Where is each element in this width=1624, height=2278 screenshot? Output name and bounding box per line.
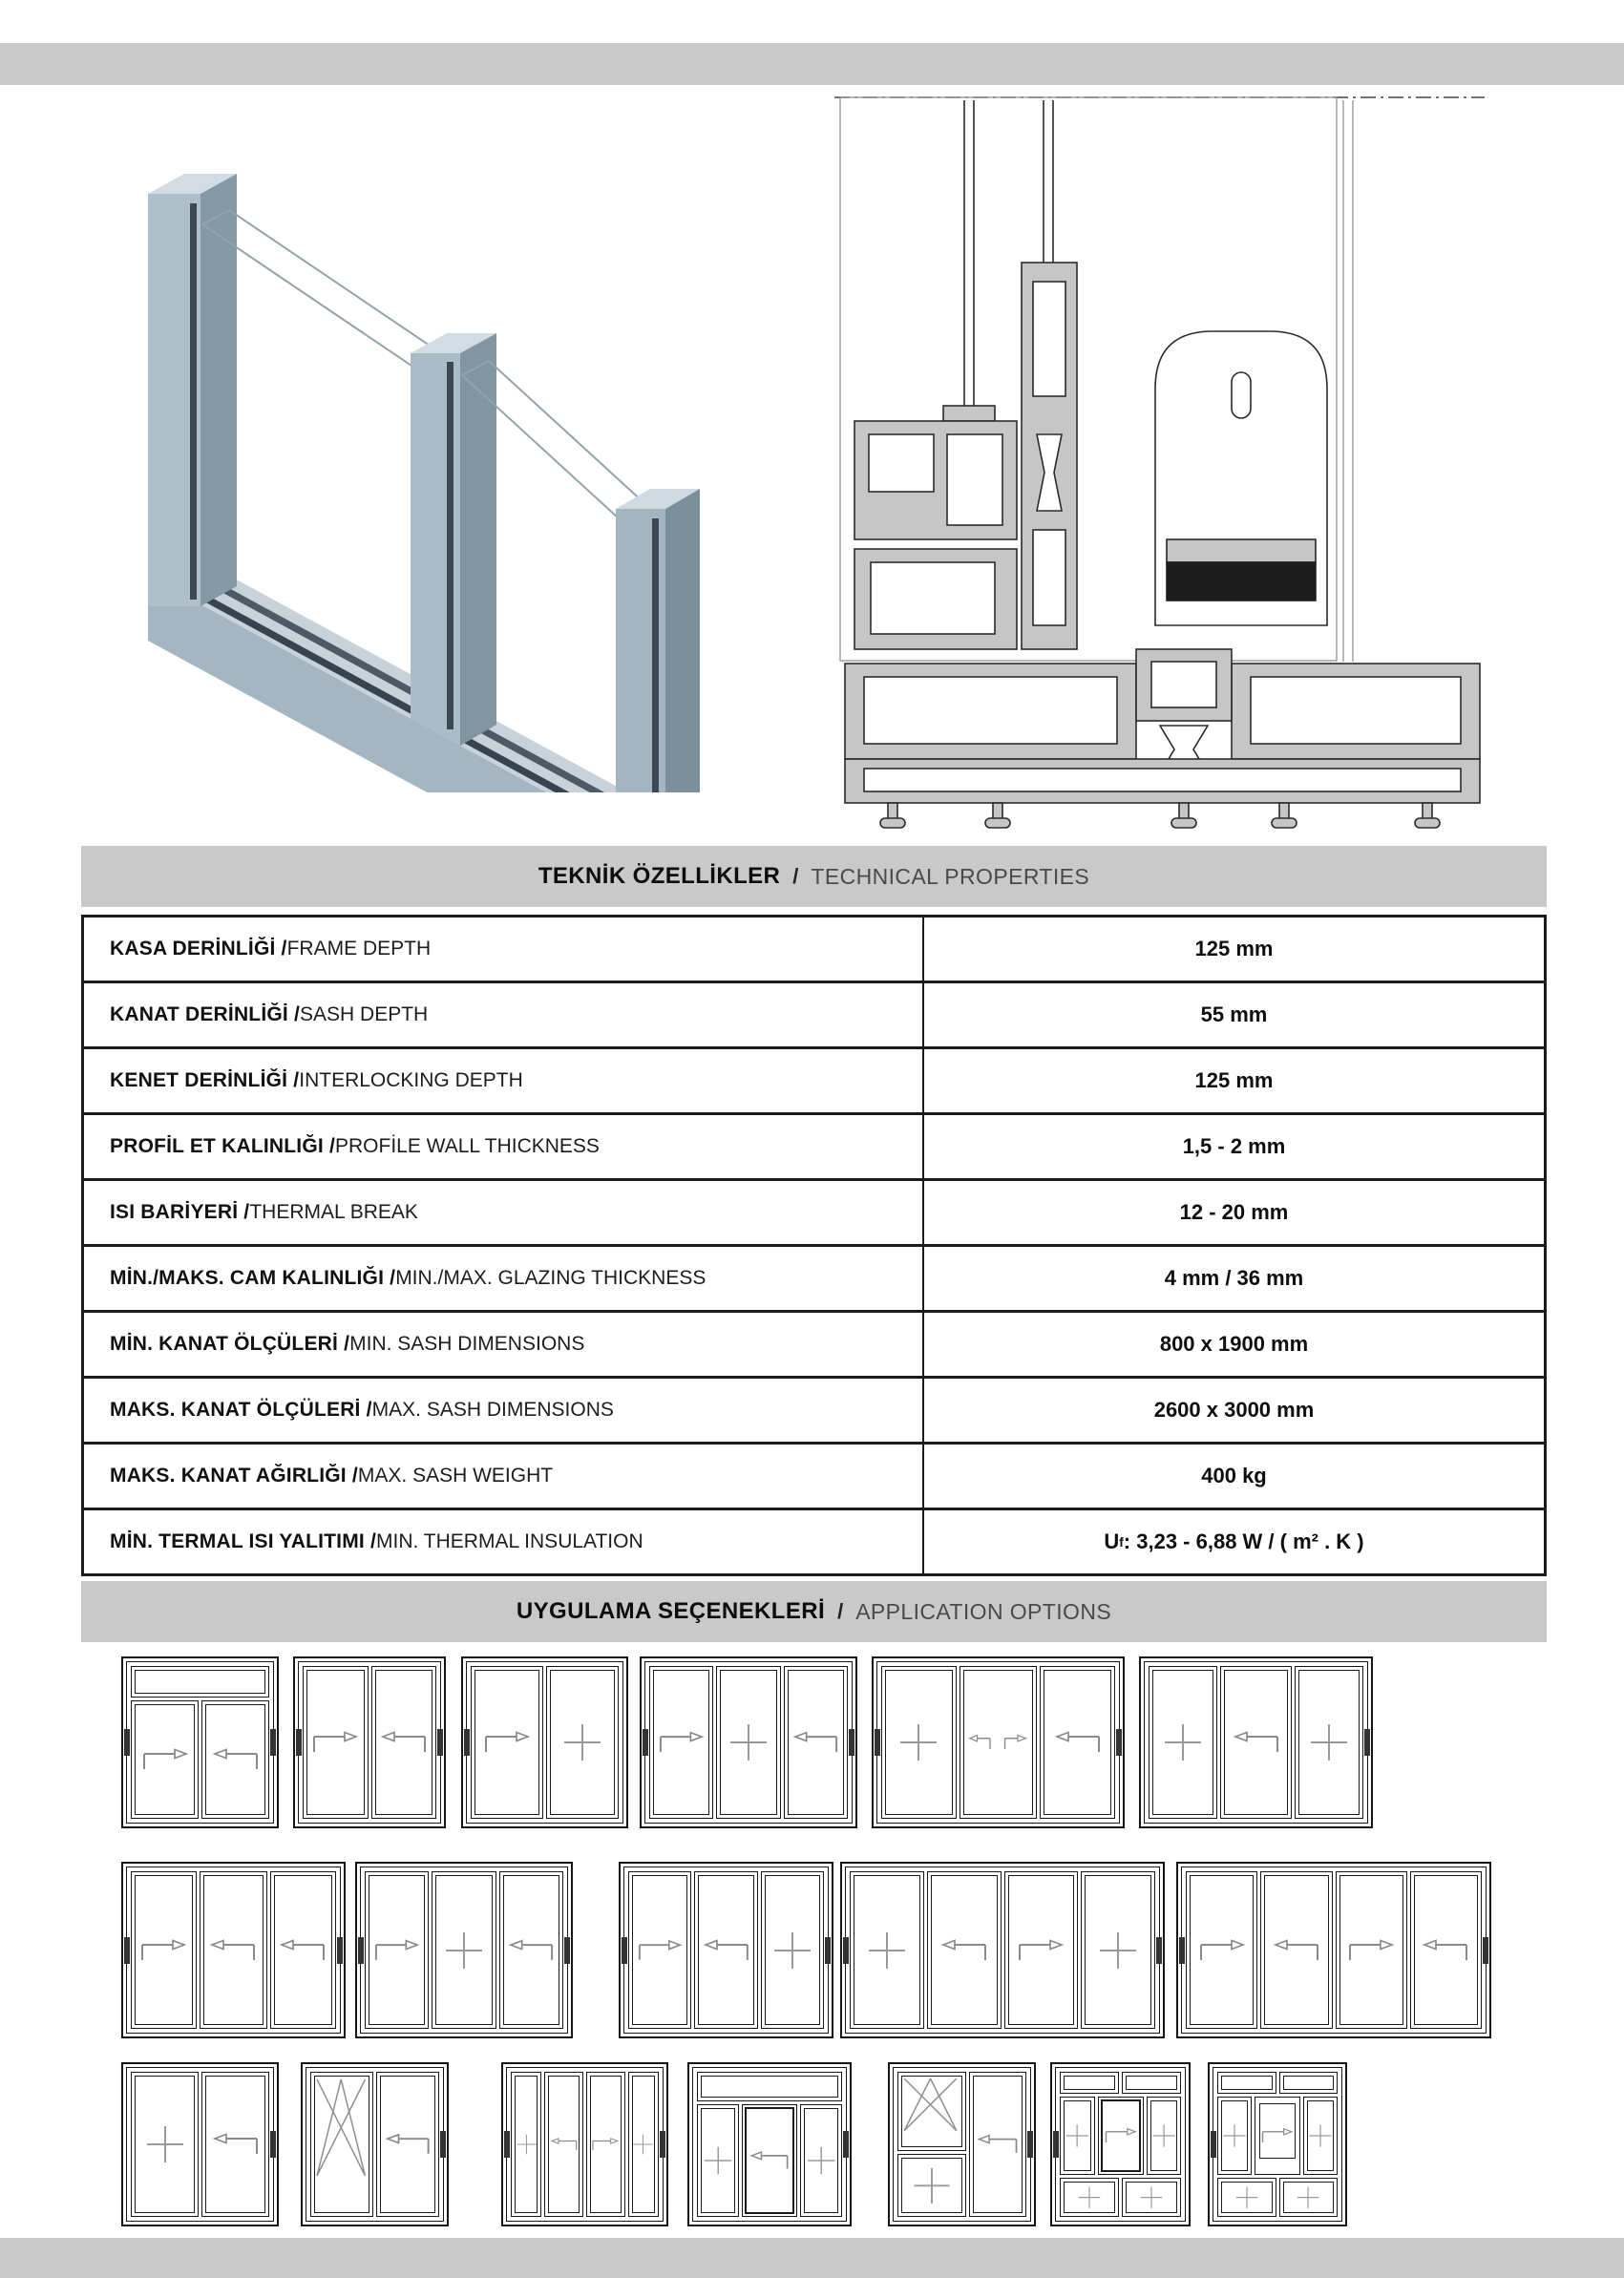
slide-left-arrow-icon	[210, 2131, 262, 2158]
handle-icon	[1156, 1937, 1162, 1964]
slide-left-arrow-icon	[506, 1937, 557, 1964]
window-panel-blank	[697, 2072, 842, 2101]
property-label: PROFİL ET KALINLIĞI / PROFİLE WALL THICKNESS	[84, 1115, 924, 1178]
fixed-panel-icon	[702, 2139, 734, 2183]
window-diagram	[121, 2062, 279, 2226]
window-diagram	[121, 1656, 279, 1828]
window-row	[1060, 2097, 1181, 2175]
handle-icon	[849, 1729, 854, 1756]
fixed-panel-icon	[1286, 2184, 1330, 2210]
window-row	[897, 2072, 1026, 2217]
property-value: 800 x 1900 mm	[1159, 1332, 1309, 1356]
diagram-row	[0, 1656, 1624, 1828]
slide-left-arrow-icon	[378, 1729, 430, 1756]
spec-table-row	[84, 1046, 1544, 1112]
property-value: 2600 x 3000 mm	[1153, 1398, 1315, 1422]
handle-icon	[440, 2131, 446, 2158]
handle-icon	[1179, 1937, 1185, 1964]
fixed-panel-icon	[1307, 1720, 1351, 1764]
diagram-row	[0, 2062, 1624, 2226]
window-diagram	[461, 1656, 628, 1828]
slide-left-arrow-icon	[791, 1729, 841, 1756]
window-row	[649, 1666, 848, 1819]
handle-icon	[825, 1937, 831, 1964]
fixed-panel-icon	[1161, 1720, 1205, 1764]
window-panel-door-left	[742, 2104, 797, 2217]
handle-icon	[564, 1937, 570, 1964]
window-panel-fixed	[897, 2154, 966, 2217]
window-frame	[623, 1867, 829, 2034]
fixed-panel-icon	[1067, 2184, 1111, 2210]
window-row	[1186, 1871, 1482, 2029]
handle-icon	[843, 1937, 849, 1964]
handle-icon	[1211, 2131, 1216, 2158]
spec-table-row	[84, 1112, 1544, 1178]
window-diagram	[840, 1862, 1165, 2038]
window-diagram	[501, 2062, 668, 2226]
property-label: KANAT DERİNLİĞİ / SASH DEPTH	[84, 983, 924, 1046]
handle-icon	[875, 1729, 880, 1756]
window-row	[131, 1700, 269, 1819]
window-panel-slide-right	[1186, 1871, 1257, 2029]
window-frame	[506, 2067, 664, 2222]
slide-right-arrow-icon	[1015, 1937, 1066, 1964]
window-panel-slide-left	[270, 1871, 336, 2029]
fixed-panel-icon	[1064, 2114, 1090, 2158]
window-frame	[126, 2067, 274, 2222]
window-panel-slide-right	[131, 1700, 199, 1819]
property-value: 4 mm / 36 mm	[1164, 1266, 1304, 1290]
profile-3d-render-image	[95, 129, 773, 792]
slide-right-arrow-icon	[1345, 1937, 1397, 1964]
window-panel-slide-right	[649, 1666, 713, 1819]
spec-table-row	[84, 918, 1544, 981]
window-row	[628, 1871, 824, 2029]
spec-table-row	[84, 1178, 1544, 1244]
handle-icon	[1483, 1937, 1488, 1964]
fixed-panel-icon	[805, 2139, 837, 2183]
window-panel-fixed	[1279, 2178, 1339, 2217]
tilt-turn-icon	[316, 2078, 366, 2178]
fixed-panel-icon	[770, 1929, 814, 1972]
window-panel-slide-left	[201, 2072, 269, 2217]
window-panel-fixed	[800, 2104, 842, 2217]
window-frame	[876, 1661, 1120, 1824]
window-row	[1217, 2072, 1338, 2094]
header-title-english: TECHNICAL PROPERTIES	[811, 863, 1090, 889]
window-diagram	[301, 2062, 449, 2226]
window-row	[1217, 2097, 1338, 2175]
window-row	[1217, 2178, 1338, 2217]
window-row	[131, 1871, 336, 2029]
handle-icon	[643, 1729, 648, 1756]
fixed-panel-icon	[910, 2164, 954, 2207]
fixed-panel-icon	[1096, 1929, 1140, 1972]
slide-right-arrow-icon	[1196, 1937, 1248, 1964]
slide-left-arrow-icon	[1052, 1729, 1104, 1756]
window-frame	[1055, 2067, 1186, 2222]
header-separator: /	[792, 864, 799, 888]
diagram-row	[0, 1862, 1624, 2038]
slide-left-arrow-icon	[1231, 1729, 1282, 1756]
handle-icon	[296, 1729, 302, 1756]
window-panel-slide-left	[1260, 1871, 1332, 2029]
window-col	[131, 1666, 269, 1819]
window-row	[365, 1871, 563, 2029]
handle-icon	[337, 1937, 343, 1964]
spec-table-row	[84, 981, 1544, 1046]
window-panel-slide-right	[131, 1871, 197, 2029]
window-panel-tilt-turn	[897, 2072, 966, 2151]
handle-icon	[464, 1729, 470, 1756]
header-title-turkish: UYGULAMA SEÇENEKLERİ	[516, 1598, 826, 1624]
window-panel-blank	[1279, 2072, 1339, 2094]
window-frame	[893, 2067, 1031, 2222]
handle-icon	[1116, 1729, 1122, 1756]
window-row	[471, 1666, 619, 1819]
fixed-panel-icon	[865, 1929, 909, 1972]
window-panel-fixed	[1217, 2178, 1276, 2217]
window-panel-slide-right	[365, 1871, 429, 2029]
window-diagram	[888, 2062, 1036, 2226]
fixed-panel-icon	[631, 2122, 655, 2166]
window-panel-blank	[1217, 2072, 1276, 2094]
window-panel-fixed	[1295, 1666, 1363, 1819]
header-title-turkish: TEKNİK ÖZELLİKLER	[538, 863, 781, 889]
window-diagram	[640, 1656, 857, 1828]
slide-left-arrow-icon	[975, 2131, 1021, 2158]
window-row	[697, 2104, 842, 2217]
window-panel-blank	[1122, 2072, 1181, 2094]
window-row	[850, 1871, 1155, 2029]
window-row	[881, 1666, 1115, 1819]
tilt-turn-icon	[903, 2078, 958, 2132]
property-label: ISI BARİYERİ / THERMAL BREAK	[84, 1181, 924, 1244]
window-panel-slide-left	[1410, 1871, 1482, 2029]
window-panel-slide-left	[969, 2072, 1027, 2217]
window-panel-win-right	[1255, 2097, 1300, 2175]
window-panel-fixed	[1081, 1871, 1155, 2029]
window-diagram	[355, 1862, 573, 2038]
window-diagram	[121, 1862, 346, 2038]
fixed-panel-icon	[727, 1720, 770, 1764]
window-panel-slide-left	[784, 1666, 848, 1819]
window-panel-slide-right	[471, 1666, 543, 1819]
window-frame	[306, 2067, 444, 2222]
slide-right-arrow-icon	[137, 1937, 189, 1964]
fixed-panel-icon	[515, 2122, 538, 2166]
window-panel-fixed	[1122, 2178, 1181, 2217]
property-value: 400 kg	[1201, 1464, 1267, 1487]
fixed-panel-icon	[1307, 2114, 1334, 2158]
window-panel-fixed	[850, 1871, 924, 2029]
window-frame	[298, 1661, 441, 1824]
window-col	[897, 2072, 966, 2217]
window-panel-fixed	[432, 1871, 497, 2029]
window-diagram	[872, 1656, 1125, 1828]
window-row	[303, 1666, 436, 1819]
window-panel-slide-right	[586, 2072, 625, 2217]
window-panel-blank	[1060, 2072, 1119, 2094]
window-panel-slide-left-right	[960, 1666, 1037, 1819]
window-col	[1060, 2072, 1181, 2217]
property-value: 1,5 - 2 mm	[1182, 1134, 1286, 1158]
spec-table-row	[84, 1244, 1544, 1310]
slide-right-arrow-icon	[656, 1729, 707, 1756]
property-label: MAKS. KANAT ÖLÇÜLERİ / MAX. SASH DIMENSIONS	[84, 1379, 924, 1442]
handle-icon	[358, 1937, 364, 1964]
window-col	[697, 2072, 842, 2217]
window-row	[1149, 1666, 1363, 1819]
property-label: MİN. KANAT ÖLÇÜLERİ / MIN. SASH DIMENSIONS	[84, 1313, 924, 1376]
slide-left-arrow-icon	[701, 1937, 752, 1964]
fixed-panel-icon	[143, 2122, 187, 2166]
window-diagram	[687, 2062, 852, 2226]
window-panel-blank	[131, 1666, 269, 1698]
slide-left-arrow-icon	[210, 1746, 262, 1773]
window-panel-fixed	[1060, 2097, 1095, 2175]
slide-left-arrow-icon	[1420, 1937, 1471, 1964]
window-panel-door-right	[1098, 2097, 1144, 2175]
window-panel-slide-left	[376, 2072, 439, 2217]
handle-icon	[437, 1729, 443, 1756]
fixed-panel-icon	[1221, 2114, 1248, 2158]
property-value: 55 mm	[1200, 1002, 1268, 1026]
property-value: U f : 3,23 - 6,88 W / ( m² . K )	[1104, 1529, 1364, 1553]
slide-left-arrow-icon	[939, 1937, 990, 1964]
slide-right-arrow-icon	[481, 1729, 533, 1756]
fixed-panel-icon	[442, 1929, 486, 1972]
window-panel-fixed	[716, 1666, 782, 1819]
window-col	[1217, 2072, 1338, 2217]
window-panel-slide-left	[371, 1666, 437, 1819]
window-row	[310, 2072, 439, 2217]
window-row	[131, 2072, 269, 2217]
window-frame	[360, 1867, 568, 2034]
window-frame	[692, 2067, 847, 2222]
property-label: MİN. TERMAL ISI YALITIMI / MIN. THERMAL INSULATION	[84, 1510, 924, 1573]
window-panel-fixed	[881, 1666, 957, 1819]
handle-icon	[1053, 2131, 1059, 2158]
property-value: 125 mm	[1194, 937, 1274, 960]
window-panel-fixed	[1147, 2097, 1182, 2175]
bottom-banner	[0, 2238, 1624, 2278]
window-panel-slide-left	[200, 1871, 267, 2029]
window-diagram	[619, 1862, 833, 2038]
window-panel-slide-left	[1040, 1666, 1115, 1819]
slide-right-arrow-icon	[309, 1729, 361, 1756]
slide-right-arrow-icon	[1103, 2122, 1139, 2149]
window-panel-slide-right	[1336, 1871, 1407, 2029]
window-diagram	[1208, 2062, 1347, 2226]
handle-icon	[1027, 2131, 1033, 2158]
window-panel-fixed	[131, 2072, 199, 2217]
window-panel-fixed	[628, 2072, 659, 2217]
handle-icon	[270, 2131, 276, 2158]
window-diagram	[1050, 2062, 1191, 2226]
slide-left-arrow-icon	[748, 2147, 791, 2174]
window-panel-slide-right	[628, 1871, 691, 2029]
application-options-header	[81, 1581, 1547, 1642]
header-separator: /	[837, 1599, 844, 1623]
window-frame	[1213, 2067, 1342, 2222]
property-label: KENET DERİNLİĞİ / INTERLOCKING DEPTH	[84, 1049, 924, 1112]
handle-icon	[124, 1937, 130, 1964]
window-panel-slide-left	[499, 1871, 563, 2029]
fixed-panel-icon	[1129, 2184, 1173, 2210]
fixed-panel-icon	[560, 1720, 604, 1764]
spec-table-row	[84, 1310, 1544, 1376]
fixed-panel-icon	[1150, 2114, 1177, 2158]
profile-cross-section-image	[821, 91, 1494, 840]
window-panel-slide-left	[694, 1871, 759, 2029]
window-panel-slide-left	[1220, 1666, 1291, 1819]
property-label: KASA DERİNLİĞİ / FRAME DEPTH	[84, 918, 924, 981]
window-diagram	[1176, 1862, 1491, 2038]
window-panel-fixed	[1217, 2097, 1252, 2175]
window-frame	[1181, 1867, 1487, 2034]
window-frame	[644, 1661, 853, 1824]
property-value: 125 mm	[1194, 1068, 1274, 1092]
fixed-panel-icon	[896, 1720, 940, 1764]
window-panel-slide-right	[1004, 1871, 1079, 2029]
window-panel-fixed	[697, 2104, 739, 2217]
window-panel-tilt-turn	[310, 2072, 373, 2217]
slide-left-arrow-icon	[1271, 1937, 1322, 1964]
slide-right-arrow-icon	[139, 1746, 191, 1773]
window-panel-fixed	[761, 1871, 824, 2029]
handle-icon	[622, 1937, 627, 1964]
window-row	[511, 2072, 659, 2217]
handle-icon	[124, 1729, 130, 1756]
slide-left-arrow-icon	[549, 2131, 580, 2158]
header-title-english: APPLICATION OPTIONS	[855, 1598, 1112, 1624]
handle-icon	[504, 2131, 510, 2158]
slide-left-arrow-icon	[207, 1937, 259, 1964]
window-row	[1060, 2178, 1181, 2217]
window-panel-slide-left	[544, 2072, 583, 2217]
property-label: MAKS. KANAT AĞIRLIĞI / MAX. SASH WEIGHT	[84, 1445, 924, 1508]
window-diagram	[1139, 1656, 1373, 1828]
window-panel-slide-right	[303, 1666, 369, 1819]
technical-properties-header	[81, 846, 1547, 907]
slide-left-arrow-icon	[277, 1937, 328, 1964]
window-row	[1060, 2072, 1181, 2094]
slide-right-arrow-icon	[590, 2131, 621, 2158]
window-panel-fixed	[1149, 1666, 1217, 1819]
slide-right-arrow-icon	[635, 1937, 685, 1964]
window-panel-fixed	[511, 2072, 541, 2217]
handle-icon	[270, 1729, 276, 1756]
technical-properties-table	[81, 915, 1547, 1576]
window-panel-slide-left	[201, 1700, 269, 1819]
window-frame	[126, 1867, 341, 2034]
window-panel-fixed	[546, 1666, 619, 1819]
window-frame	[466, 1661, 623, 1824]
window-panel-fixed	[1060, 2178, 1119, 2217]
window-diagram	[293, 1656, 446, 1828]
window-panel-fixed	[1303, 2097, 1338, 2175]
handle-icon	[843, 2131, 849, 2158]
handle-icon	[1364, 1729, 1370, 1756]
property-label: MİN./MAKS. CAM KALINLIĞI / MIN./MAX. GLAZING THICKNESS	[84, 1247, 924, 1310]
slide-left-right-arrows-icon	[967, 1729, 1029, 1756]
spec-table-row	[84, 1508, 1544, 1573]
slide-right-arrow-icon	[371, 1937, 422, 1964]
window-frame	[1144, 1661, 1368, 1824]
property-value: 12 - 20 mm	[1179, 1200, 1289, 1224]
handle-icon	[660, 2131, 665, 2158]
spec-table-row	[84, 1376, 1544, 1442]
window-frame	[126, 1661, 274, 1824]
window-panel-slide-left	[927, 1871, 1002, 2029]
fixed-panel-icon	[1225, 2184, 1269, 2210]
spec-table-row	[84, 1442, 1544, 1508]
slide-right-arrow-icon	[1259, 2122, 1295, 2149]
window-frame	[845, 1867, 1160, 2034]
slide-left-arrow-icon	[383, 2131, 432, 2158]
top-banner	[0, 43, 1624, 85]
